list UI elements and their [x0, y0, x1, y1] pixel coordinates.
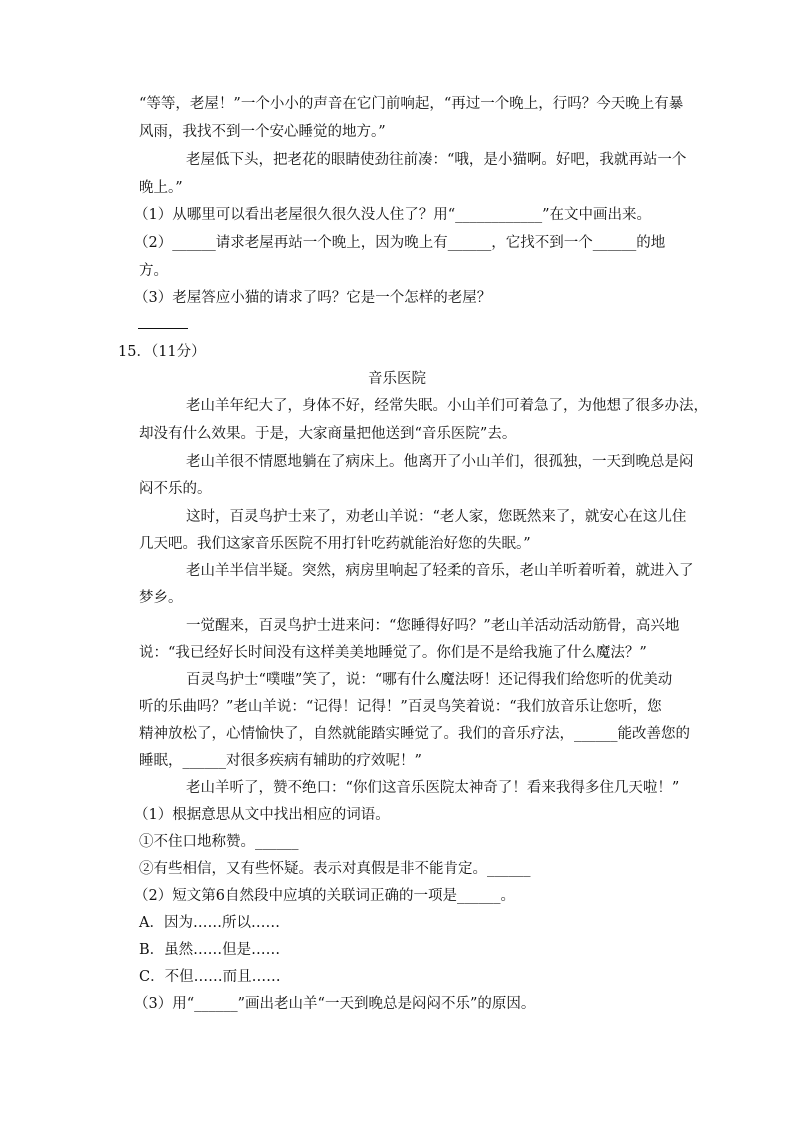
passage-line: 闷不乐的。 [139, 481, 212, 497]
passage-line: 老山羊听了，赞不绝口：“你们这音乐医院太神奇了！看来我得多住几天啦！” [186, 780, 680, 796]
question-item: 方。 [139, 263, 168, 279]
passage-line: 这时，百灵鸟护士来了，劝老山羊说：“老人家，您既然来了，就安心在这儿住 [186, 509, 687, 525]
passage-line: 老屋低下头，把老花的眼睛使劲往前凑：“哦，是小猫啊。好吧，我就再站一个 [186, 152, 687, 168]
passage-line: 几天吧。我们这家音乐医院不用打针吃药就能治好您的失眠。” [139, 536, 531, 552]
passage-line: 睡眠，______对很多疾病有辅助的疗效呢！” [139, 753, 422, 769]
passage-line: 百灵鸟护士“噗嗤”笑了，说：“哪有什么魔法呀！还记得我们给您听的优美动 [186, 672, 673, 688]
passage-line: 晚上。” [139, 180, 183, 196]
passage-line: 一觉醒来，百灵鸟护士进来问：“您睡得好吗？”老山羊活动活动筋骨，高兴地 [186, 618, 680, 634]
passage-line: 风雨，我找不到一个安心睡觉的地方。” [139, 124, 386, 140]
choice-option-a[interactable]: A．因为……所以…… [139, 915, 280, 931]
passage-line: 老山羊年纪大了，身体不好，经常失眠。小山羊们可着急了，为他想了很多办法， [186, 398, 708, 414]
question-item: （3）用“______”画出老山羊“一天到晚总是闷闷不乐”的原因。 [134, 996, 536, 1012]
answer-blank[interactable] [138, 328, 188, 329]
question-item: （2）短文第6自然段中应填的关联词正确的一项是______。 [134, 888, 515, 904]
passage-line: 梦乡。 [139, 590, 183, 606]
passage-line: 老山羊很不情愿地躺在了病床上。他离开了小山羊们，很孤独，一天到晚总是闷 [186, 454, 694, 470]
choice-option-b[interactable]: B．虽然……但是…… [139, 942, 281, 958]
question-item: （2）______请求老屋再站一个晚上，因为晚上有______，它找不到一个______的地 [134, 235, 666, 251]
passage-line: 听的乐曲吗？”老山羊说：“记得！记得！”百灵鸟笑着说：“我们放音乐让您听，您 [139, 699, 662, 715]
question-item: （1）根据意思从文中找出相应的词语。 [134, 807, 390, 823]
question-item: ①不住口地称赞。______ [139, 834, 299, 850]
passage-line: 精神放松了，心情愉快了，自然就能踏实睡觉了。我们的音乐疗法，______能改善您的 [139, 726, 690, 742]
choice-option-c[interactable]: C．不但……而且…… [139, 969, 281, 985]
passage-line: 却没有什么效果。于是，大家商量把他送到“音乐医院”去。 [139, 426, 517, 442]
question-item: （3）老屋答应小猫的请求了吗？它是一个怎样的老屋？ [134, 290, 492, 306]
passage-line: 老山羊半信半疑。突然，病房里响起了轻柔的音乐，老山羊听着听着，就进入了 [186, 563, 694, 579]
question-item: （1）从哪里可以看出老屋很久很久没人住了？用“____________”在文中画出来。 [134, 207, 652, 223]
question-item: ②有些相信，又有些怀疑。表示对真假是非不能肯定。______ [139, 861, 531, 877]
passage-line: “等等，老屋！”一个小小的声音在它门前响起，“再过一个晚上，行吗？今天晚上有暴 [139, 96, 684, 112]
passage-title: 音乐医院 [368, 371, 426, 387]
question-number: 15．（11分） [118, 344, 206, 360]
passage-line: 说：“我已经好长时间没有这样美美地睡觉了。你们是不是给我施了什么魔法？” [139, 645, 647, 661]
